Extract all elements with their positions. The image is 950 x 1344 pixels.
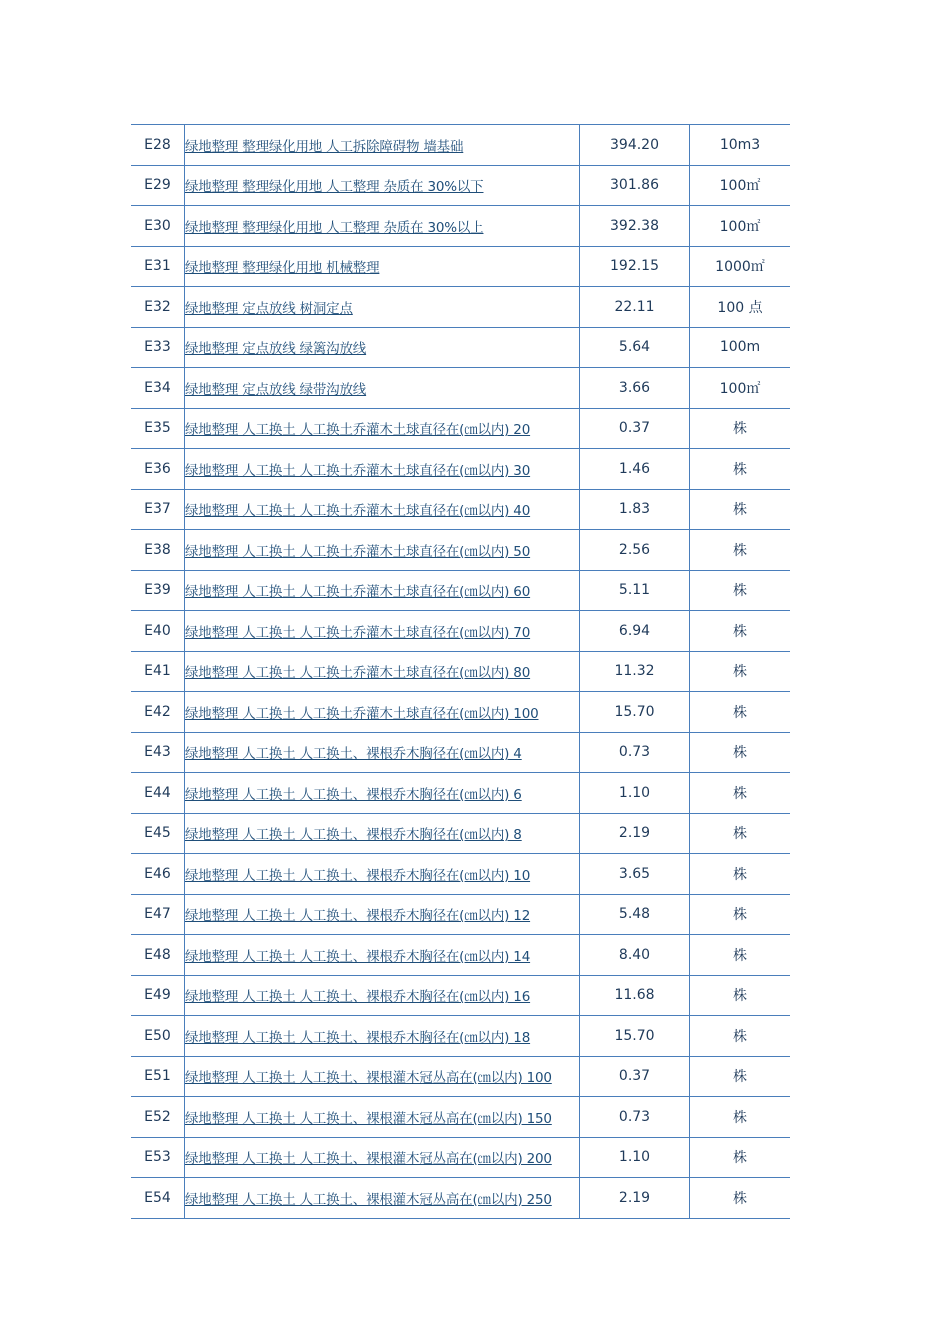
item-unit: 100 点: [690, 287, 791, 328]
item-code: E37: [131, 489, 185, 530]
table-row: [131, 1056, 790, 1097]
item-description-link[interactable]: 绿地整理 人工换土 人工换土、裸根灌木冠丛高在(㎝以内) 150: [185, 1110, 552, 1127]
item-quantity: 394.20: [580, 125, 690, 166]
item-unit: 株: [690, 894, 791, 935]
item-description-link[interactable]: 绿地整理 人工换土 人工换土乔灌木土球直径在(㎝以内) 80: [185, 665, 531, 682]
table-row: [131, 246, 790, 287]
item-description-cell: [185, 125, 580, 166]
item-quantity: 0.73: [580, 732, 690, 773]
item-quantity: 5.11: [580, 570, 690, 611]
item-quantity: 11.68: [580, 975, 690, 1016]
item-quantity: 392.38: [580, 206, 690, 247]
rate-table-body: [131, 125, 790, 1219]
item-unit: 株: [690, 854, 791, 895]
item-description-cell: [185, 327, 580, 368]
item-description-cell: [185, 165, 580, 206]
table-row: [131, 165, 790, 206]
item-quantity: 1.83: [580, 489, 690, 530]
item-description-link[interactable]: 绿地整理 整理绿化用地 人工整理 杂质在 30%以下: [185, 179, 484, 196]
item-quantity: 0.37: [580, 1056, 690, 1097]
item-description-link[interactable]: 绿地整理 人工换土 人工换土乔灌木土球直径在(㎝以内) 50: [185, 543, 531, 560]
item-description-cell: [185, 732, 580, 773]
item-unit: 株: [690, 773, 791, 814]
item-description-link[interactable]: 绿地整理 整理绿化用地 机械整理: [185, 260, 380, 277]
item-unit: 100㎡: [690, 206, 791, 247]
item-unit: 100㎡: [690, 368, 791, 409]
item-quantity: 22.11: [580, 287, 690, 328]
item-code: E34: [131, 368, 185, 409]
item-quantity: 2.19: [580, 813, 690, 854]
item-code: E51: [131, 1056, 185, 1097]
table-row: [131, 327, 790, 368]
item-description-link[interactable]: 绿地整理 人工换土 人工换土、裸根乔木胸径在(㎝以内) 8: [185, 827, 522, 844]
item-unit: 100㎡: [690, 165, 791, 206]
item-description-link[interactable]: 绿地整理 人工换土 人工换土、裸根乔木胸径在(㎝以内) 16: [185, 989, 531, 1006]
table-row: [131, 773, 790, 814]
item-quantity: 5.48: [580, 894, 690, 935]
item-description-link[interactable]: 绿地整理 整理绿化用地 人工整理 杂质在 30%以上: [185, 219, 484, 236]
item-description-cell: [185, 570, 580, 611]
item-quantity: 3.66: [580, 368, 690, 409]
item-code: E44: [131, 773, 185, 814]
rate-table-container: [131, 124, 789, 1219]
item-description-cell: [185, 530, 580, 571]
item-quantity: 2.56: [580, 530, 690, 571]
item-description-link[interactable]: 绿地整理 人工换土 人工换土、裸根乔木胸径在(㎝以内) 18: [185, 1029, 531, 1046]
table-row: [131, 489, 790, 530]
item-quantity: 15.70: [580, 692, 690, 733]
item-code: E49: [131, 975, 185, 1016]
item-quantity: 11.32: [580, 651, 690, 692]
item-code: E30: [131, 206, 185, 247]
item-description-cell: [185, 287, 580, 328]
table-row: [131, 651, 790, 692]
item-description-link[interactable]: 绿地整理 人工换土 人工换土乔灌木土球直径在(㎝以内) 60: [185, 584, 531, 601]
item-code: E54: [131, 1178, 185, 1219]
item-description-link[interactable]: 绿地整理 人工换土 人工换土乔灌木土球直径在(㎝以内) 70: [185, 624, 531, 641]
table-row: [131, 732, 790, 773]
item-code: E36: [131, 449, 185, 490]
table-row: [131, 975, 790, 1016]
item-description-cell: [185, 206, 580, 247]
item-quantity: 0.73: [580, 1097, 690, 1138]
item-code: E28: [131, 125, 185, 166]
item-code: E43: [131, 732, 185, 773]
item-description-link[interactable]: 绿地整理 定点放线 树洞定点: [185, 300, 353, 317]
item-unit: 100m: [690, 327, 791, 368]
table-row: [131, 368, 790, 409]
item-code: E33: [131, 327, 185, 368]
item-unit: 株: [690, 732, 791, 773]
item-description-cell: [185, 1056, 580, 1097]
item-description-cell: [185, 489, 580, 530]
table-row: [131, 894, 790, 935]
item-description-cell: [185, 1137, 580, 1178]
item-description-cell: [185, 935, 580, 976]
item-unit: 株: [690, 408, 791, 449]
item-unit: 株: [690, 1137, 791, 1178]
item-unit: 株: [690, 1097, 791, 1138]
item-code: E47: [131, 894, 185, 935]
item-unit: 株: [690, 611, 791, 652]
item-description-cell: [185, 854, 580, 895]
item-quantity: 1.46: [580, 449, 690, 490]
item-quantity: 2.19: [580, 1178, 690, 1219]
table-row: [131, 449, 790, 490]
item-code: E42: [131, 692, 185, 733]
item-description-cell: [185, 1016, 580, 1057]
item-code: E29: [131, 165, 185, 206]
item-description-link[interactable]: 绿地整理 整理绿化用地 人工拆除障碍物 墙基础: [185, 138, 464, 155]
item-code: E38: [131, 530, 185, 571]
item-code: E50: [131, 1016, 185, 1057]
item-code: E53: [131, 1137, 185, 1178]
item-unit: 株: [690, 530, 791, 571]
item-description-link[interactable]: 绿地整理 人工换土 人工换土、裸根乔木胸径在(㎝以内) 4: [185, 746, 522, 763]
item-quantity: 8.40: [580, 935, 690, 976]
item-description-cell: [185, 975, 580, 1016]
item-description-link[interactable]: 绿地整理 人工换土 人工换土、裸根乔木胸径在(㎝以内) 10: [185, 867, 531, 884]
item-description-cell: [185, 651, 580, 692]
item-description-link[interactable]: 绿地整理 人工换土 人工换土、裸根灌木冠丛高在(㎝以内) 200: [185, 1151, 552, 1168]
table-row: [131, 692, 790, 733]
table-row: [131, 206, 790, 247]
item-description-cell: [185, 368, 580, 409]
item-description-link[interactable]: 绿地整理 定点放线 绿篱沟放线: [185, 341, 367, 358]
item-description-cell: [185, 1178, 580, 1219]
item-code: E46: [131, 854, 185, 895]
item-description-cell: [185, 1097, 580, 1138]
item-description-link[interactable]: 绿地整理 人工换土 人工换土、裸根灌木冠丛高在(㎝以内) 100: [185, 1070, 552, 1087]
item-description-cell: [185, 408, 580, 449]
table-row: [131, 125, 790, 166]
table-row: [131, 408, 790, 449]
item-description-cell: [185, 773, 580, 814]
item-quantity: 1.10: [580, 1137, 690, 1178]
item-quantity: 3.65: [580, 854, 690, 895]
item-description-link[interactable]: 绿地整理 人工换土 人工换土、裸根乔木胸径在(㎝以内) 14: [185, 948, 531, 965]
table-row: [131, 1178, 790, 1219]
item-quantity: 6.94: [580, 611, 690, 652]
item-description-cell: [185, 611, 580, 652]
item-unit: 株: [690, 489, 791, 530]
item-unit: 株: [690, 651, 791, 692]
item-unit: 株: [690, 1178, 791, 1219]
item-description-link[interactable]: 绿地整理 人工换土 人工换土、裸根灌木冠丛高在(㎝以内) 250: [185, 1191, 552, 1208]
item-description-cell: [185, 246, 580, 287]
table-row: [131, 287, 790, 328]
item-unit: 1000㎡: [690, 246, 791, 287]
item-description-link[interactable]: 绿地整理 人工换土 人工换土乔灌木土球直径在(㎝以内) 40: [185, 503, 531, 520]
table-row: [131, 1097, 790, 1138]
item-code: E39: [131, 570, 185, 611]
item-unit: 株: [690, 975, 791, 1016]
item-quantity: 192.15: [580, 246, 690, 287]
item-description-link[interactable]: 绿地整理 人工换土 人工换土、裸根乔木胸径在(㎝以内) 12: [185, 908, 531, 925]
item-description-link[interactable]: 绿地整理 人工换土 人工换土乔灌木土球直径在(㎝以内) 100: [185, 705, 539, 722]
rate-table: [131, 124, 790, 1219]
item-unit: 株: [690, 449, 791, 490]
item-code: E48: [131, 935, 185, 976]
item-unit: 株: [690, 1056, 791, 1097]
item-code: E32: [131, 287, 185, 328]
item-code: E45: [131, 813, 185, 854]
item-code: E52: [131, 1097, 185, 1138]
item-unit: 株: [690, 692, 791, 733]
item-quantity: 5.64: [580, 327, 690, 368]
item-unit: 株: [690, 813, 791, 854]
item-quantity: 0.37: [580, 408, 690, 449]
table-row: [131, 570, 790, 611]
table-row: [131, 611, 790, 652]
item-quantity: 301.86: [580, 165, 690, 206]
item-description-link[interactable]: 绿地整理 人工换土 人工换土、裸根乔木胸径在(㎝以内) 6: [185, 786, 522, 803]
table-row: [131, 935, 790, 976]
item-description-cell: [185, 449, 580, 490]
item-description-cell: [185, 692, 580, 733]
item-code: E31: [131, 246, 185, 287]
item-code: E40: [131, 611, 185, 652]
table-row: [131, 530, 790, 571]
item-unit: 株: [690, 570, 791, 611]
table-row: [131, 1137, 790, 1178]
item-unit: 株: [690, 1016, 791, 1057]
item-description-cell: [185, 894, 580, 935]
item-description-link[interactable]: 绿地整理 定点放线 绿带沟放线: [185, 381, 367, 398]
item-unit: 株: [690, 935, 791, 976]
item-description-link[interactable]: 绿地整理 人工换土 人工换土乔灌木土球直径在(㎝以内) 30: [185, 462, 531, 479]
item-code: E41: [131, 651, 185, 692]
item-code: E35: [131, 408, 185, 449]
table-row: [131, 854, 790, 895]
table-row: [131, 1016, 790, 1057]
item-description-link[interactable]: 绿地整理 人工换土 人工换土乔灌木土球直径在(㎝以内) 20: [185, 422, 531, 439]
item-unit: 10m3: [690, 125, 791, 166]
item-description-cell: [185, 813, 580, 854]
item-quantity: 1.10: [580, 773, 690, 814]
item-quantity: 15.70: [580, 1016, 690, 1057]
table-row: [131, 813, 790, 854]
